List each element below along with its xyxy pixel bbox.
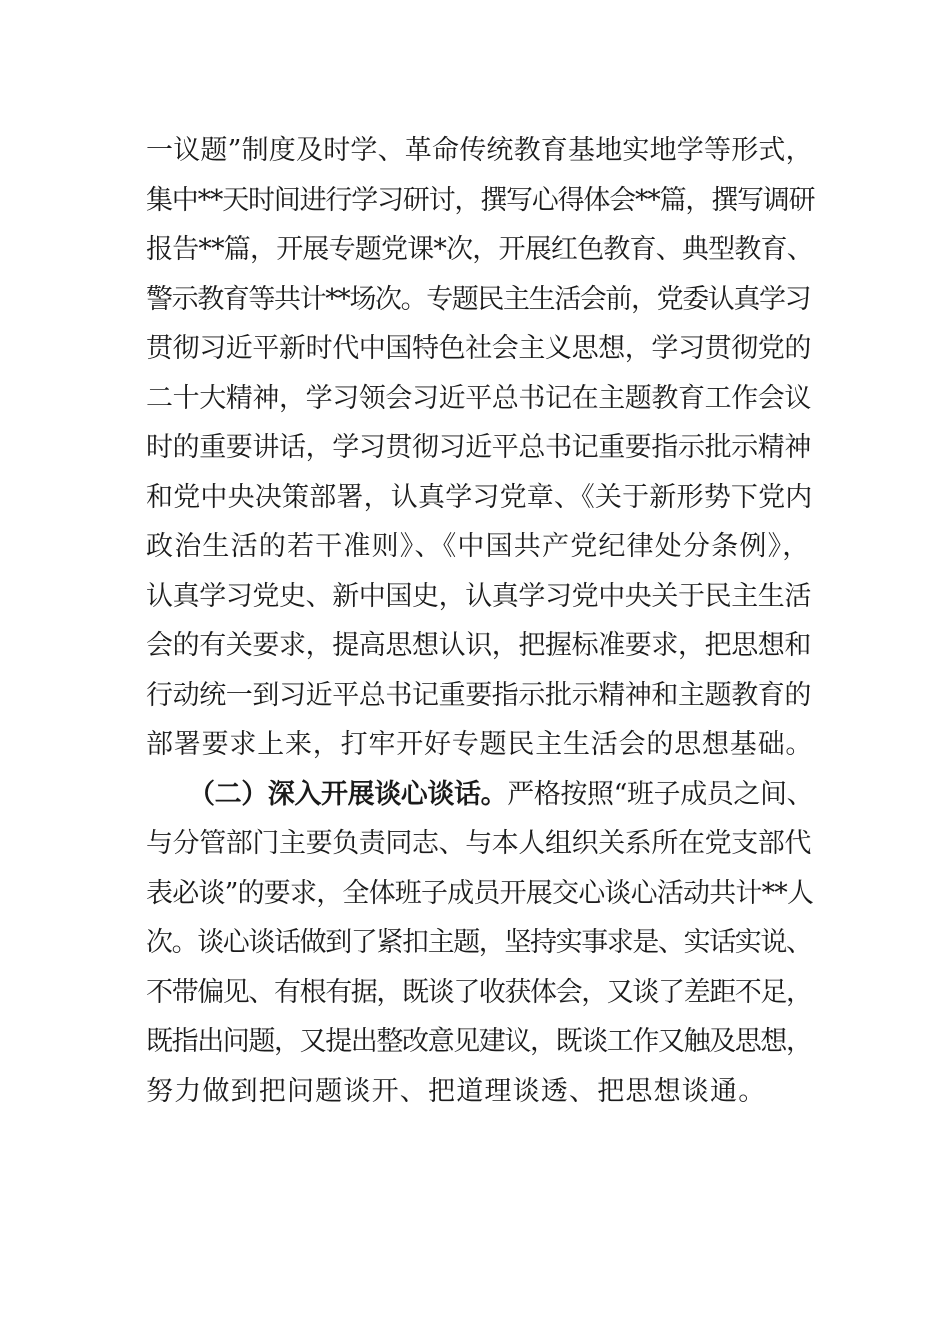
text-line: 政治生活的若干准则》、《中国共产党纪律处分条例》，: [146, 531, 811, 562]
text-line: 贯彻习近平新时代中国特色社会主义思想，学习贯彻党的: [146, 333, 811, 364]
paragraph-1: [146, 126, 815, 770]
text-line: 表必谈”的要求，全体班子成员开展交心谈心活动共计**人: [146, 877, 814, 909]
text-line: 次。谈心谈话做到了紧扣主题，坚持实事求是、实话实说、: [146, 927, 812, 958]
text-line: [146, 770, 814, 820]
text-line: 一议题”制度及时学、革命传统教育基地实地学等形式，: [146, 135, 813, 166]
body-text: [146, 126, 815, 1116]
text-line: 不带偏见、有根有据，既谈了收获体会，又谈了差距不足，: [146, 976, 812, 1008]
section-heading: （二）深入开展谈心谈话。: [188, 778, 508, 810]
text-line: 和党中央决策部署，认真学习党章、《关于新形势下党内: [146, 481, 813, 513]
text-line: 行动统一到习近平总书记重要指示批示精神和主题教育的: [146, 679, 811, 711]
text-line: 认真学习党史、新中国史，认真学习党中央关于民主生活: [146, 580, 811, 612]
text-line: 会的有关要求，提高思想认识，把握标准要求，把思想和: [146, 630, 811, 661]
text-line: 报告**篇，开展专题党课*次，开展红色教育、典型教育、: [146, 234, 813, 265]
section-heading-rest: 严格按照“班子成员之间、: [507, 778, 814, 810]
text-line: 二十大精神，学习领会习近平总书记在主题教育工作会议: [146, 382, 811, 414]
text-line: 既指出问题，又提出整改意见建议，既谈工作又触及思想，: [146, 1026, 812, 1057]
text-line: 努力做到把问题谈开、把道理谈透、把思想谈通。: [146, 1075, 767, 1107]
text-line: 部署要求上来，打牢开好专题民主生活会的思想基础。: [146, 729, 814, 760]
text-line: 时的重要讲话，学习贯彻习近平总书记重要指示批示精神: [146, 432, 811, 463]
text-line: 与分管部门主要负责同志、与本人组织关系所在党支部代: [146, 828, 811, 859]
paragraph-2: [146, 770, 814, 1117]
text-line: 警示教育等共计**场次。专题民主生活会前，党委认真学习: [146, 283, 811, 315]
text-line: 集中**天时间进行学习研讨，撰写心得体会**篇，撰写调研: [146, 184, 815, 216]
